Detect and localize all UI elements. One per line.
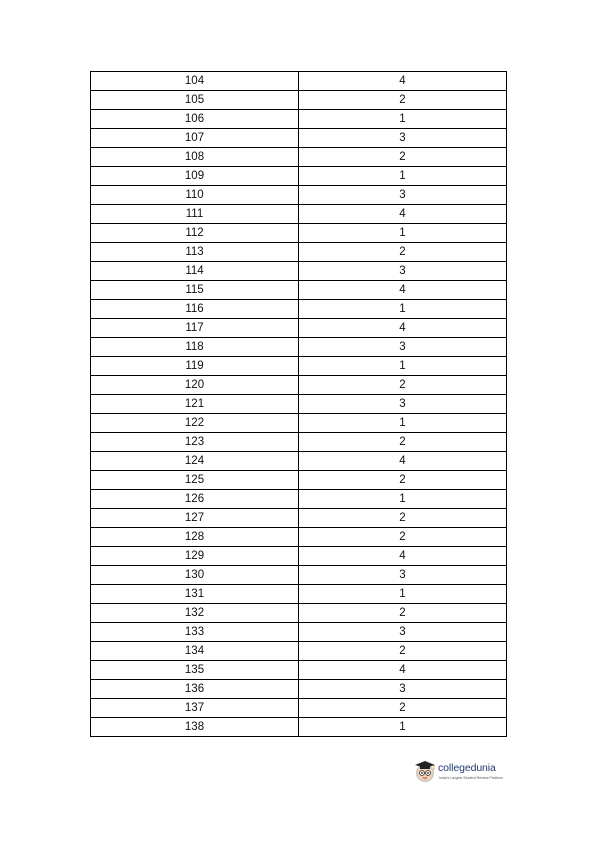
- question-number-cell: 126: [91, 490, 299, 509]
- question-number-cell: 133: [91, 623, 299, 642]
- answer-option-cell: 4: [299, 661, 507, 680]
- question-number-cell: 118: [91, 338, 299, 357]
- table-row: [91, 566, 507, 585]
- table-row: [91, 110, 507, 129]
- table-row: [91, 547, 507, 566]
- table-row: [91, 319, 507, 338]
- table-row: [91, 300, 507, 319]
- answer-option-cell: 2: [299, 604, 507, 623]
- answer-option-cell: 3: [299, 395, 507, 414]
- question-number-cell: 137: [91, 699, 299, 718]
- table-row: [91, 604, 507, 623]
- table-row: [91, 433, 507, 452]
- table-row: [91, 224, 507, 243]
- question-number-cell: 131: [91, 585, 299, 604]
- table-row: [91, 623, 507, 642]
- question-number-cell: 109: [91, 167, 299, 186]
- question-number-cell: 134: [91, 642, 299, 661]
- answer-option-cell: 3: [299, 186, 507, 205]
- answer-option-cell: 1: [299, 585, 507, 604]
- answer-option-cell: 3: [299, 262, 507, 281]
- answer-option-cell: 4: [299, 72, 507, 91]
- question-number-cell: 114: [91, 262, 299, 281]
- answer-option-cell: 4: [299, 452, 507, 471]
- table-row: [91, 395, 507, 414]
- answer-option-cell: 1: [299, 718, 507, 737]
- table-row: [91, 243, 507, 262]
- question-number-cell: 113: [91, 243, 299, 262]
- table-row: [91, 129, 507, 148]
- answer-option-cell: 2: [299, 433, 507, 452]
- question-number-cell: 107: [91, 129, 299, 148]
- answer-option-cell: 3: [299, 623, 507, 642]
- table-row: [91, 509, 507, 528]
- question-number-cell: 125: [91, 471, 299, 490]
- table-row: [91, 376, 507, 395]
- answer-option-cell: 1: [299, 167, 507, 186]
- table-row: [91, 699, 507, 718]
- question-number-cell: 108: [91, 148, 299, 167]
- brand-name: collegedunia: [438, 762, 496, 774]
- table-row: [91, 490, 507, 509]
- question-number-cell: 128: [91, 528, 299, 547]
- table-row: [91, 528, 507, 547]
- table-row: [91, 585, 507, 604]
- question-number-cell: 110: [91, 186, 299, 205]
- table-row: [91, 205, 507, 224]
- brand-tagline: India's Largest Student Review Platform: [439, 776, 503, 780]
- table-row: [91, 357, 507, 376]
- answer-option-cell: 1: [299, 300, 507, 319]
- table-row: [91, 718, 507, 737]
- table-row: [91, 72, 507, 91]
- answer-option-cell: 2: [299, 699, 507, 718]
- question-number-cell: 116: [91, 300, 299, 319]
- answer-option-cell: 1: [299, 414, 507, 433]
- answer-option-cell: 2: [299, 243, 507, 262]
- question-number-cell: 132: [91, 604, 299, 623]
- question-number-cell: 124: [91, 452, 299, 471]
- question-number-cell: 138: [91, 718, 299, 737]
- question-number-cell: 115: [91, 281, 299, 300]
- answer-option-cell: 2: [299, 148, 507, 167]
- answer-option-cell: 2: [299, 376, 507, 395]
- table-row: [91, 471, 507, 490]
- question-number-cell: 129: [91, 547, 299, 566]
- table-row: [91, 661, 507, 680]
- table-row: [91, 414, 507, 433]
- table-row: [91, 167, 507, 186]
- question-number-cell: 106: [91, 110, 299, 129]
- question-number-cell: 119: [91, 357, 299, 376]
- answer-option-cell: 3: [299, 680, 507, 699]
- question-number-cell: 104: [91, 72, 299, 91]
- answer-option-cell: 2: [299, 528, 507, 547]
- table-row: [91, 91, 507, 110]
- answer-key-body: [91, 72, 507, 737]
- question-number-cell: 112: [91, 224, 299, 243]
- question-number-cell: 130: [91, 566, 299, 585]
- table-row: [91, 642, 507, 661]
- answer-option-cell: 4: [299, 205, 507, 224]
- answer-option-cell: 2: [299, 509, 507, 528]
- table-row: [91, 452, 507, 471]
- question-number-cell: 127: [91, 509, 299, 528]
- answer-option-cell: 3: [299, 566, 507, 585]
- answer-option-cell: 4: [299, 547, 507, 566]
- question-number-cell: 105: [91, 91, 299, 110]
- question-number-cell: 111: [91, 205, 299, 224]
- answer-option-cell: 4: [299, 319, 507, 338]
- collegedunia-logo: [413, 758, 509, 786]
- answer-option-cell: 4: [299, 281, 507, 300]
- answer-option-cell: 3: [299, 338, 507, 357]
- mascot-graduation-cap-icon: [413, 758, 439, 784]
- question-number-cell: 135: [91, 661, 299, 680]
- answer-option-cell: 1: [299, 357, 507, 376]
- table-row: [91, 338, 507, 357]
- answer-option-cell: 1: [299, 110, 507, 129]
- question-number-cell: 136: [91, 680, 299, 699]
- answer-option-cell: 2: [299, 91, 507, 110]
- answer-option-cell: 3: [299, 129, 507, 148]
- question-number-cell: 123: [91, 433, 299, 452]
- answer-option-cell: 1: [299, 490, 507, 509]
- question-number-cell: 121: [91, 395, 299, 414]
- table-row: [91, 281, 507, 300]
- question-number-cell: 122: [91, 414, 299, 433]
- answer-option-cell: 2: [299, 642, 507, 661]
- table-row: [91, 262, 507, 281]
- question-number-cell: 120: [91, 376, 299, 395]
- answer-key-table: [90, 71, 507, 737]
- answer-option-cell: 1: [299, 224, 507, 243]
- table-row: [91, 186, 507, 205]
- answer-option-cell: 2: [299, 471, 507, 490]
- question-number-cell: 117: [91, 319, 299, 338]
- table-row: [91, 148, 507, 167]
- table-row: [91, 680, 507, 699]
